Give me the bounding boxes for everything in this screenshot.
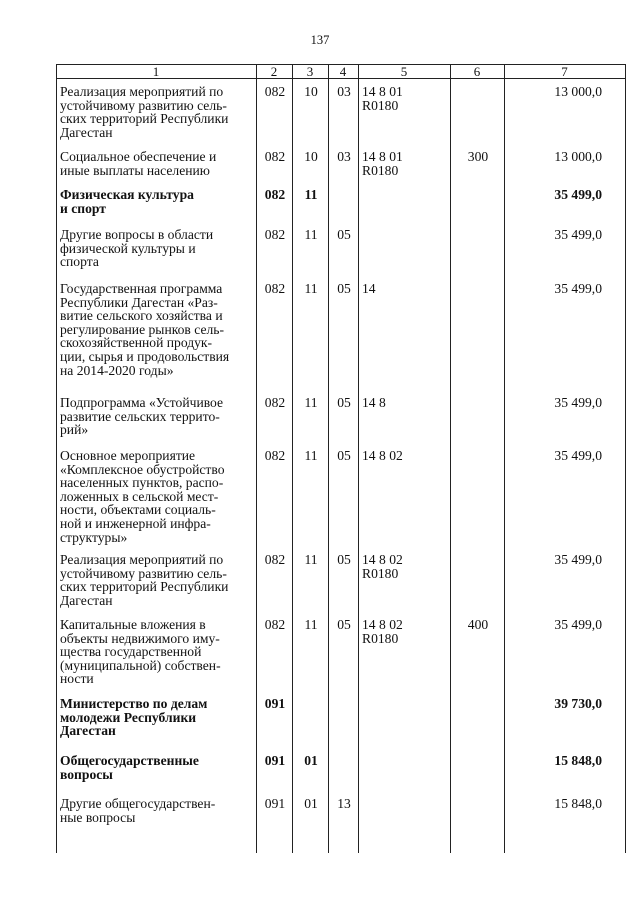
row-subsection-code: 05 <box>337 395 351 410</box>
row-ved-code: 091 <box>264 796 286 811</box>
row-amount: 35 499,0 <box>554 395 602 410</box>
row-ved-code: 082 <box>264 149 286 164</box>
row-amount: 13 000,0 <box>554 149 602 164</box>
row-section-code: 11 <box>304 395 318 410</box>
row-name: Другие общегосударствен- ные вопросы <box>60 796 216 825</box>
row-ved-code: 091 <box>264 696 286 711</box>
row-section-code: 11 <box>304 448 318 463</box>
row-section-code: 10 <box>304 149 318 164</box>
row-name: Министерство по делам молодежи Республики Дагестан <box>60 696 208 739</box>
row-name: Подпрограмма «Устойчивое развитие сельских террито- рий» <box>60 395 224 438</box>
row-ved-code: 082 <box>264 395 286 410</box>
row-target-code: 14 8 02 R0180 <box>362 617 403 646</box>
budget-table <box>56 64 626 853</box>
column-divider <box>256 65 257 853</box>
column-header-3: 3 <box>306 64 314 79</box>
column-divider <box>292 65 293 853</box>
column-header-7: 7 <box>561 64 568 79</box>
row-amount: 35 499,0 <box>554 281 602 296</box>
row-name: Капитальные вложения в объекты недвижимого иму- щества государственной (муниципальной) собствен- ности <box>60 617 221 687</box>
row-amount: 35 499,0 <box>554 227 602 242</box>
row-section-code: 10 <box>304 84 318 99</box>
row-section-code: 11 <box>304 617 318 632</box>
row-ved-code: 082 <box>264 552 286 567</box>
row-target-code: 14 8 01 R0180 <box>362 84 403 113</box>
row-section-code: 11 <box>304 552 318 567</box>
row-subsection-code: 05 <box>337 552 351 567</box>
row-ved-code: 082 <box>264 227 286 242</box>
row-ved-code: 082 <box>264 187 286 202</box>
row-target-code: 14 8 02 R0180 <box>362 552 403 581</box>
row-subsection-code: 05 <box>337 448 351 463</box>
row-name: Социальное обеспечение и иные выплаты населению <box>60 149 217 178</box>
table-border-left <box>56 65 57 853</box>
row-ved-code: 082 <box>264 281 286 296</box>
table-border-right <box>625 65 626 853</box>
row-amount: 35 499,0 <box>554 617 602 632</box>
page-number: 137 <box>310 33 330 47</box>
column-divider <box>328 65 329 853</box>
row-section-code: 11 <box>304 281 318 296</box>
column-divider <box>358 65 359 853</box>
row-target-code: 14 <box>362 281 376 296</box>
row-expense-type: 400 <box>467 617 489 632</box>
row-name: Общегосударственные вопросы <box>60 753 199 782</box>
row-expense-type: 300 <box>467 149 489 164</box>
column-header-5: 5 <box>400 64 408 79</box>
row-ved-code: 082 <box>264 448 286 463</box>
row-amount: 35 499,0 <box>554 552 602 567</box>
row-amount: 13 000,0 <box>554 84 602 99</box>
row-name: Другие вопросы в области физической культуры и спорта <box>60 227 214 270</box>
row-ved-code: 091 <box>264 753 286 768</box>
row-amount: 39 730,0 <box>554 696 602 711</box>
column-header-4: 4 <box>339 64 347 79</box>
row-amount: 15 848,0 <box>554 753 602 768</box>
row-target-code: 14 8 01 R0180 <box>362 149 403 178</box>
column-divider <box>504 65 505 853</box>
row-target-code: 14 8 <box>362 395 386 410</box>
row-name: Реализация мероприятий по устойчивому развитию сель- ских территорий Республики Дагестан <box>60 84 229 140</box>
row-subsection-code: 03 <box>337 149 351 164</box>
row-section-code: 11 <box>304 227 318 242</box>
row-subsection-code: 05 <box>337 281 351 296</box>
row-name: Основное мероприятие «Комплексное обустройство населенных пунктов, распо- ложенных в сельской мест- ности, объектами социаль- ной и инженерной инфра- структуры» <box>60 448 225 545</box>
row-subsection-code: 13 <box>337 796 351 811</box>
row-section-code: 01 <box>304 753 318 768</box>
row-ved-code: 082 <box>264 84 286 99</box>
row-subsection-code: 03 <box>337 84 351 99</box>
row-target-code: 14 8 02 <box>362 448 403 463</box>
row-section-code: 11 <box>304 187 318 202</box>
row-amount: 15 848,0 <box>554 796 602 811</box>
row-amount: 35 499,0 <box>554 448 602 463</box>
row-name: Реализация мероприятий по устойчивому развитию сель- ских территорий Республики Дагестан <box>60 552 229 608</box>
row-subsection-code: 05 <box>337 617 351 632</box>
row-subsection-code: 05 <box>337 227 351 242</box>
row-section-code: 01 <box>304 796 318 811</box>
row-name: Государственная программа Республики Дагестан «Раз- витие сельского хозяйства и регулирование рынков сель- скохозяйственной продук- ции, сырья и продовольствия на 2014-2020 годы» <box>60 281 230 378</box>
column-header-1: 1 <box>152 64 160 79</box>
row-amount: 35 499,0 <box>554 187 602 202</box>
column-header-6: 6 <box>473 64 481 79</box>
row-ved-code: 082 <box>264 617 286 632</box>
row-name: Физическая культура и спорт <box>60 187 194 216</box>
column-divider <box>450 65 451 853</box>
column-header-2: 2 <box>270 64 278 79</box>
